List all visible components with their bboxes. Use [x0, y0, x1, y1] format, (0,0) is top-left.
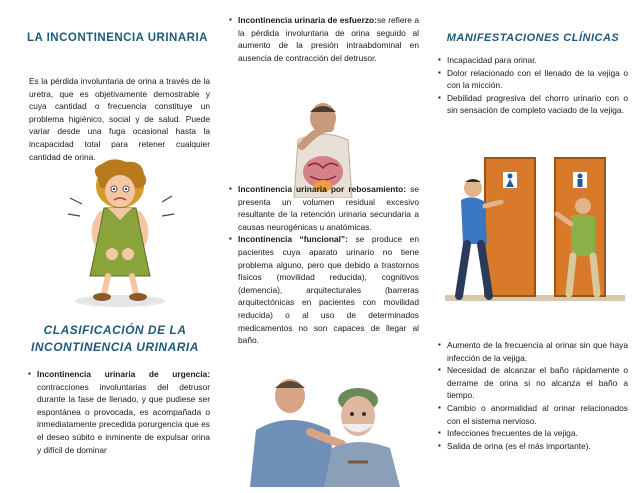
woman-cartoon-illustration — [50, 158, 190, 308]
bullet-icon: ▪ — [438, 365, 441, 375]
list-item — [438, 67, 628, 92]
overflow-description: se presenta un volumen residual excesivo resultante de la retención urinaria secundaria a causas neurogénicas u anatómicas. — [238, 184, 419, 232]
bullet-icon: ▪ — [438, 340, 441, 349]
classification-title: CLASIFICACIÓN DE LA INCONTINENCIA URINARIA — [31, 323, 199, 354]
list-item-text: Dolor relacionado con el llenado de la vejiga o con la micción. — [447, 67, 628, 91]
bullet-icon: ▪ — [438, 402, 441, 412]
overflow-functional-list — [229, 183, 419, 347]
urgency-list — [28, 368, 210, 456]
list-item-text: Salida de orina (es el más importante). — [447, 440, 591, 451]
list-item — [438, 402, 628, 427]
manifestations-list-a — [438, 54, 628, 117]
intro-paragraph: Es la pérdida involuntaria de orina a través de la uretra, que es objetivamente demostrable y cuya cantidad o frecuencia constituye un problema higiénico, social y de salud. Puede variar desde una fuga ocasional hasta la incapacidad total para retener cualquier cantidad de orina. — [29, 76, 210, 162]
list-item-text: Debilidad progresiva del chorro urinario con o sin sensación de completo vaciado de la vejiga. — [447, 92, 628, 116]
list-item — [438, 339, 628, 364]
bullet-icon: ▪ — [438, 55, 441, 64]
functional-description: se produce en pacientes cuya aparato urinario no tiene problema alguno, pero que debido a trastornos físicos (movilidad reducida), cognitivos (demencia), arquitecturales (barreras arquitectónicas en pacientes con movilidad reducida) o al uso de determinados medicamentos no son capaces de llegar al baño. — [238, 234, 419, 346]
list-item-text: Aumento de la frecuencia al orinar sin que haya infección de la vejiga. — [447, 340, 628, 363]
term-functional: Incontinencia “funcional”: — [238, 234, 348, 245]
restroom-doors-illustration — [445, 148, 625, 308]
bullet-icon: ▪ — [438, 440, 441, 450]
list-item — [229, 233, 419, 346]
bullet-icon: ▪ — [229, 184, 232, 193]
list-item — [438, 364, 628, 402]
bullet-icon: ▪ — [438, 67, 441, 77]
list-item — [438, 427, 628, 440]
stress-list — [229, 14, 419, 64]
list-item — [229, 14, 419, 64]
list-item — [438, 92, 628, 117]
list-item — [229, 183, 419, 233]
elderly-men-photo — [250, 370, 410, 487]
bullet-icon: ▪ — [229, 15, 232, 24]
list-item-text: Necesidad de alcanzar el baño rápidamente o derrame de orina si no alcanza el baño a tiempo. — [447, 365, 628, 401]
list-item — [438, 440, 628, 453]
bullet-icon: ▪ — [438, 428, 441, 438]
bullet-icon: ▪ — [438, 92, 441, 102]
list-item — [438, 54, 628, 67]
main-title: LA INCONTINENCIA URINARIA — [27, 32, 208, 44]
bullet-icon: ▪ — [28, 369, 31, 378]
term-stress: Incontinencia urinaria de esfuerzo: — [238, 15, 377, 25]
term-urgency: Incontinencia urinaria de urgencia: — [37, 369, 210, 379]
manifestations-list-b — [438, 339, 628, 452]
list-item-text: Incapacidad para orinar. — [447, 55, 537, 65]
list-item-text: Infecciones frecuentes de la vejiga. — [447, 428, 578, 439]
term-overflow: Incontinencia urinaria por rebosamiento: — [238, 184, 407, 194]
manifestations-title: MANIFESTACIONES CLÍNICAS — [446, 32, 620, 44]
list-item — [28, 368, 210, 456]
urgency-description: contracciones involuntarias del detrusor durante la fase de llenado, y que pudiese ser espontánea o provocada, es acompañada o inmediatamente precedida porurgencia que es el deseo súbito e inminente de expulsar orina y difícil de dominar — [37, 381, 210, 455]
stress-description: se refiere a la pérdida involuntaria de orina seguido al aumento de la presión intraabdominal en ausencia de contracción del detrusor. — [238, 15, 419, 63]
list-item-text: Cambio o anormalidad al orinar relacionados con el sistema nervioso. — [447, 402, 628, 426]
bullet-icon: ▪ — [229, 234, 232, 244]
